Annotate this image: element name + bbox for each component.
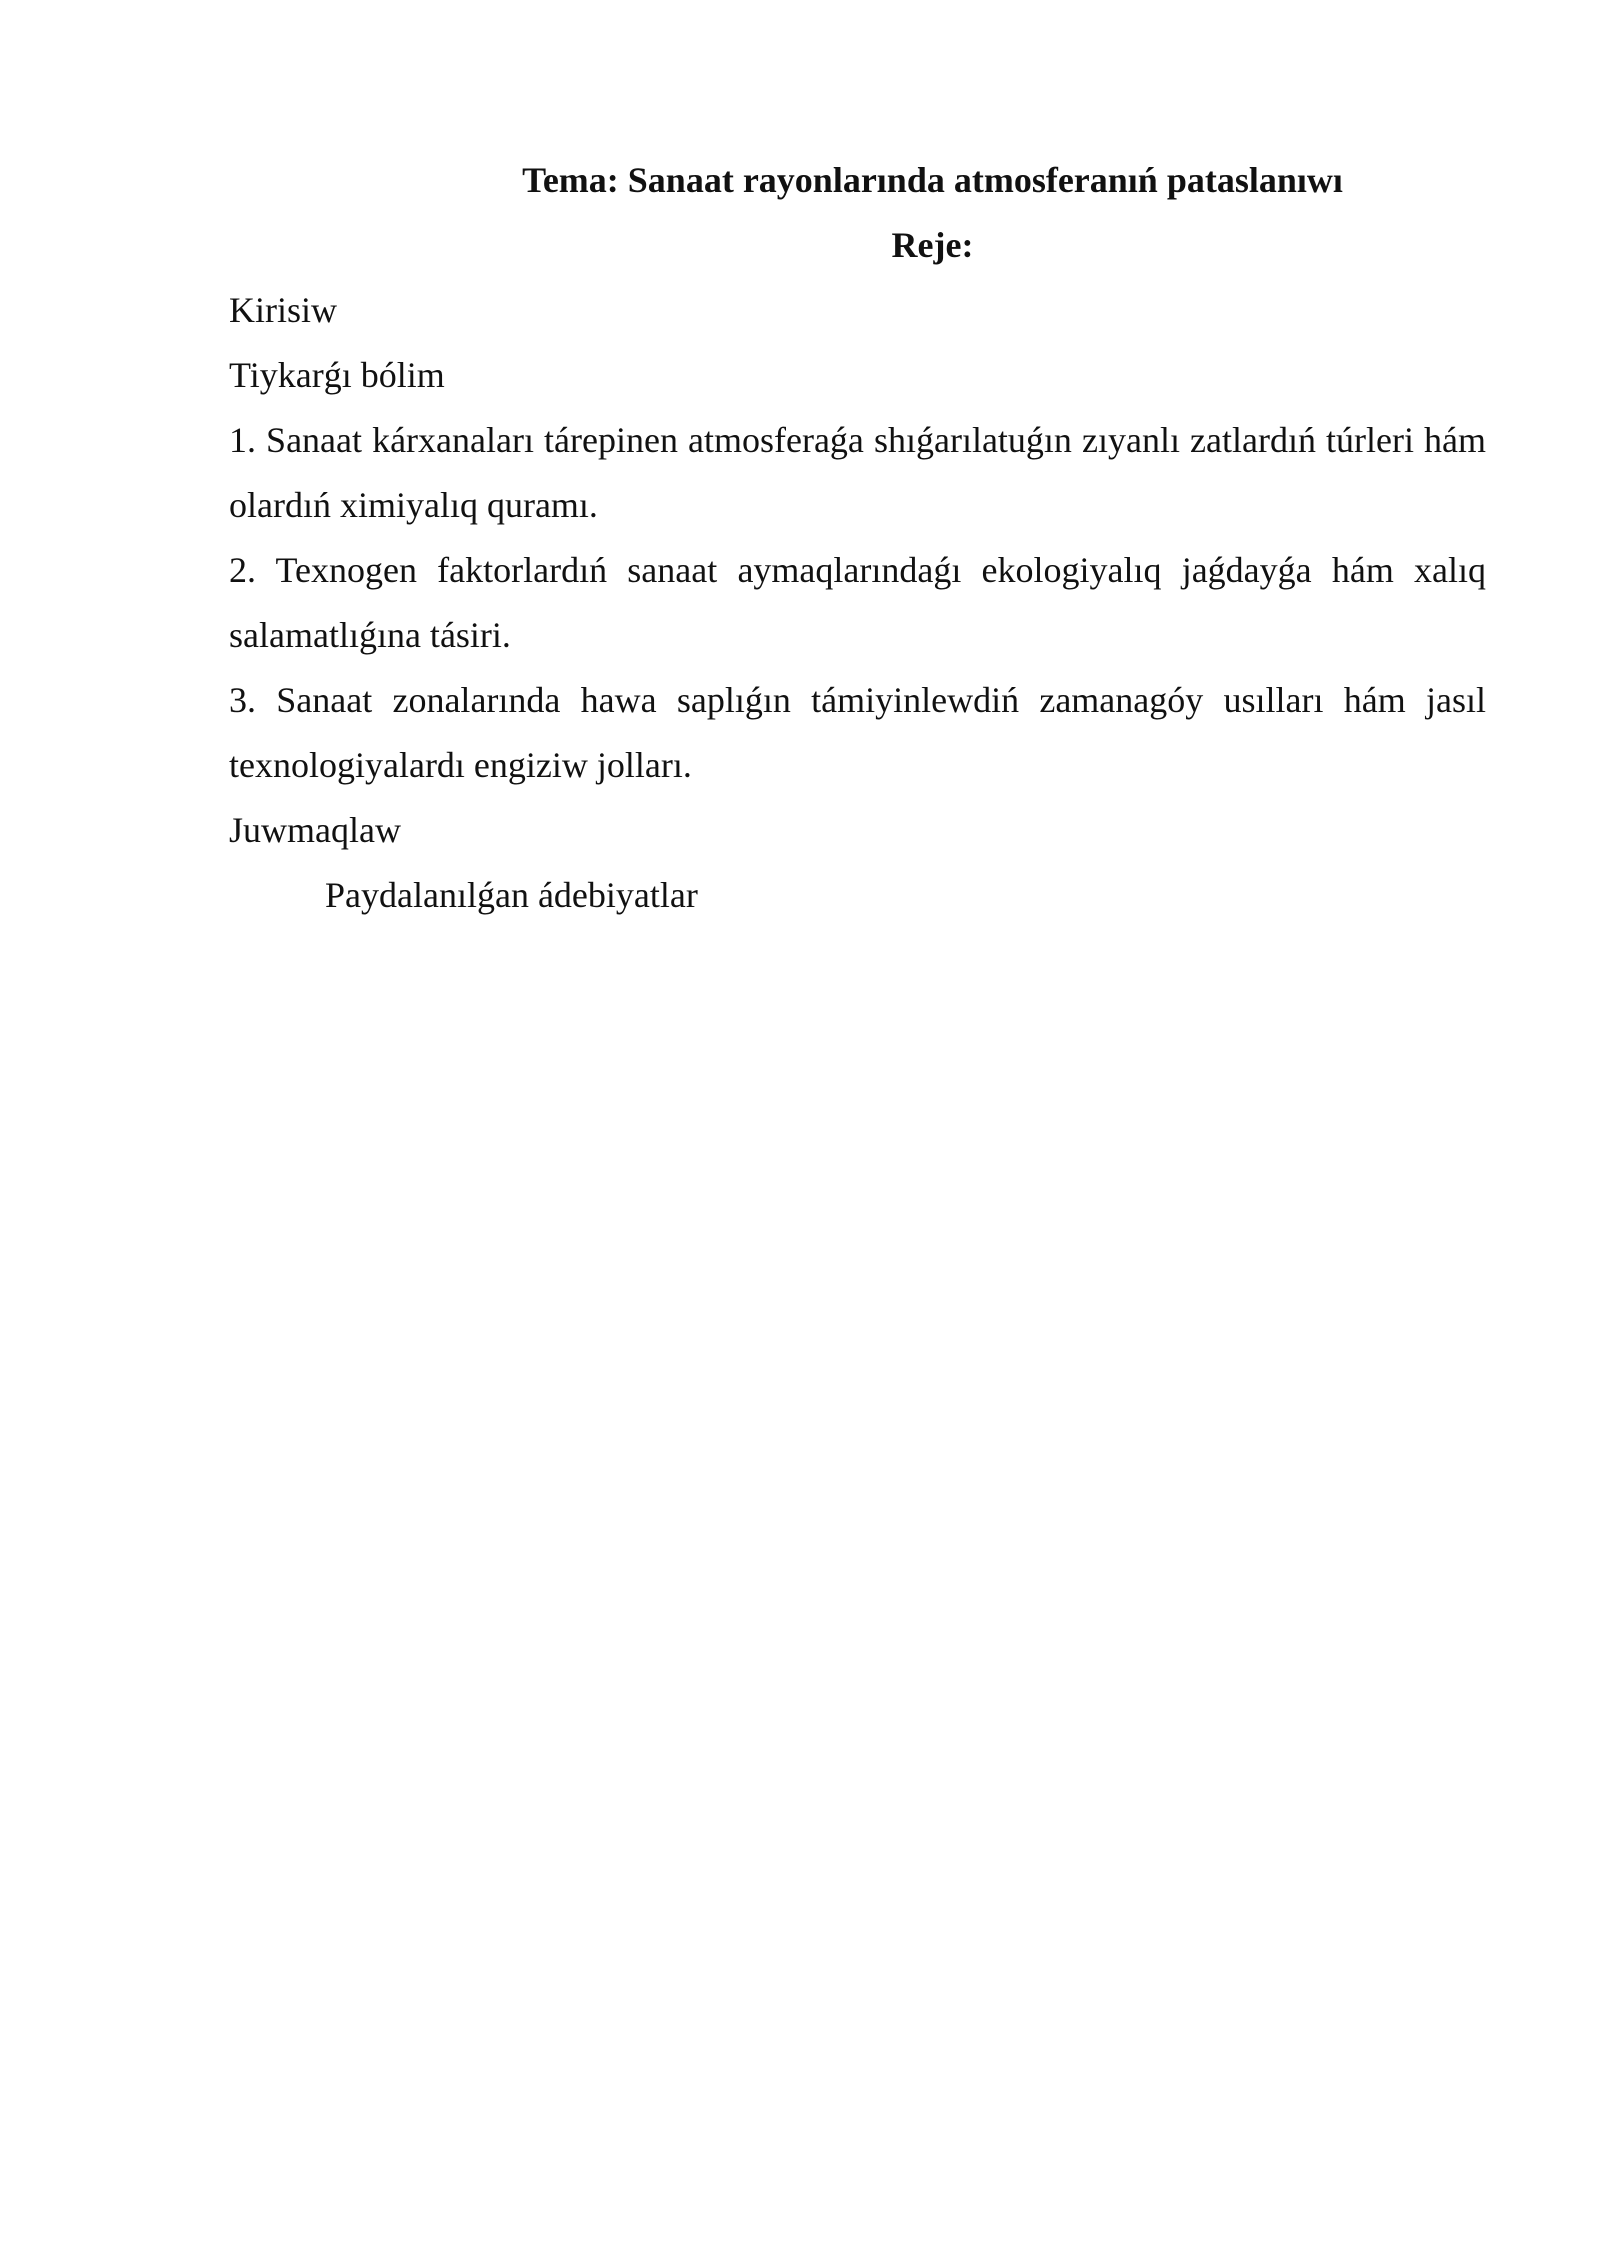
- plan-heading: Reje:: [891, 225, 974, 265]
- plan-item-2: 2. Texnogen faktorlardıń sanaat aymaqlarındaǵı ekologiyalıq jaǵdayǵa hám xalıq salamatlıǵına tásiri.: [229, 550, 1486, 655]
- references-line: Paydalanılǵan ádebiyatlar: [325, 875, 698, 915]
- plan-item-3: 3. Sanaat zonalarında hawa saplıǵın támiyinlewdiń zamanagóy usılları hám jasıl texnologiyalardı engiziw jolları.: [229, 680, 1486, 785]
- plan-item-1: 1. Sanaat kárxanaları tárepinen atmosferaǵa shıǵarılatuǵın zıyanlı zatlardıń túrleri hám olardıń ximiyalıq quramı.: [229, 420, 1486, 525]
- conclusion-line: Juwmaqlaw: [229, 810, 401, 850]
- document-body: [229, 148, 1486, 928]
- intro-line: Kirisiw: [229, 290, 337, 330]
- document-title: Tema: Sanaat rayonlarında atmosferanıń pataslanıwı: [522, 160, 1343, 200]
- main-part-line: Tiykarǵı bólim: [229, 355, 445, 395]
